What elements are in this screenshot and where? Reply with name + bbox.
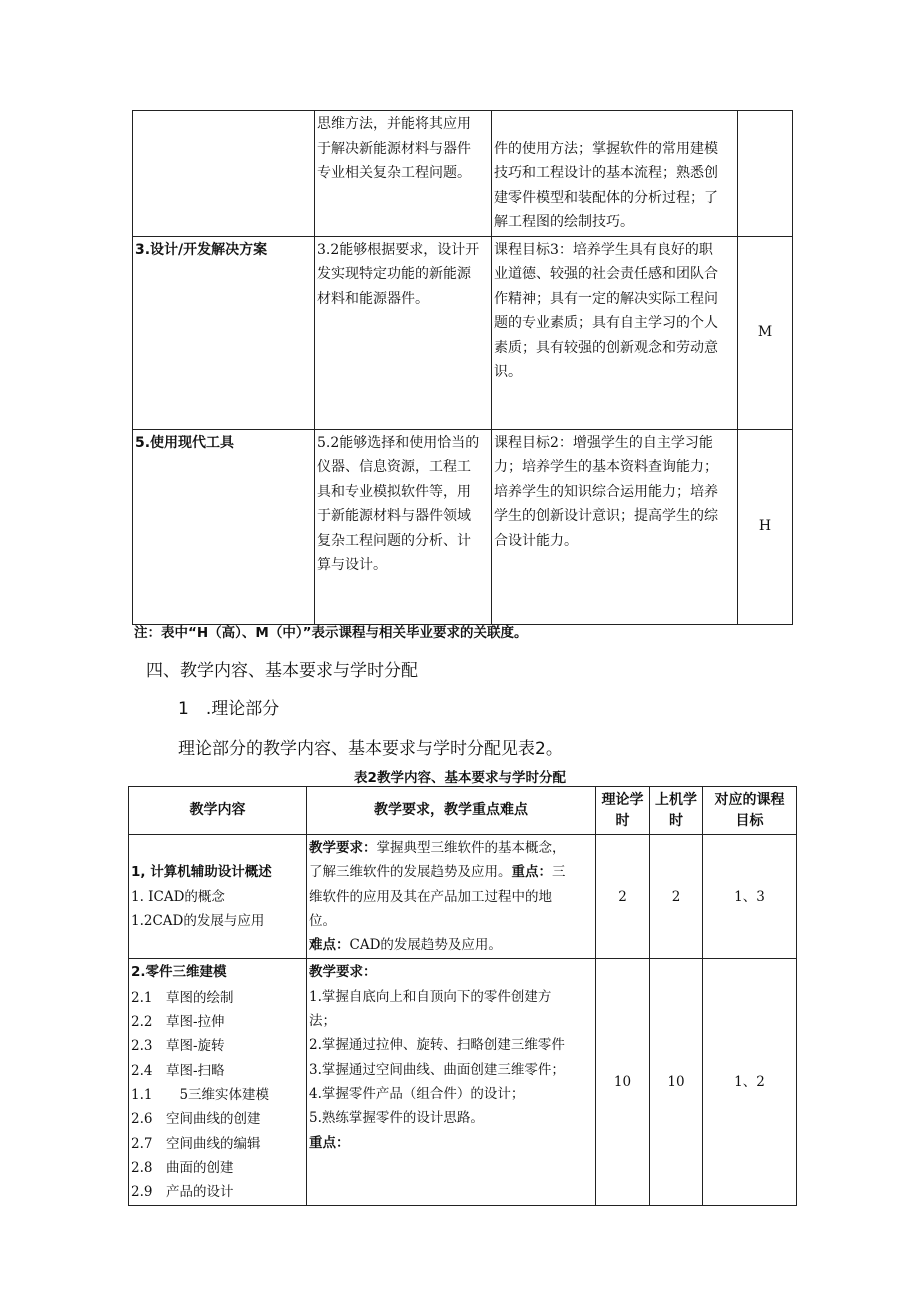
lab-hours-cell: 10 xyxy=(650,959,703,1206)
level-cell: H xyxy=(738,429,793,624)
objectives-cell: 1、3 xyxy=(703,835,797,959)
objective-cell: 课程目标3：培养学生具有良好的职 业道德、较强的社会责任感和团队合 作精神；具有一定的解决实际工程问 题的专业素质；具有自主学习的个人 素质；具有较强的创新观念和劳动意 识。 xyxy=(492,236,738,429)
header-content: 教学内容 xyxy=(129,787,307,835)
theory-hours-cell: 2 xyxy=(596,835,650,959)
table-caption: 表2教学内容、基本要求与学时分配 xyxy=(354,770,566,786)
level-cell: M xyxy=(738,236,793,429)
objectives-cell: 1、2 xyxy=(703,959,797,1206)
requirements-cell: 教学要求： 1.掌握自底向上和自顶向下的零件创建方 法； 2.掌握通过拉伸、旋转、扫略创建三维零件 3.掌握通过空间曲线、曲面创建三维零件； 4.掌握零件产品（组合件）的设计； 5.熟练掌握零件的设计思路。 重点： xyxy=(307,959,596,1206)
table-row xyxy=(129,835,797,959)
level-cell xyxy=(738,111,793,237)
requirement-cell: 5.使用现代工具 xyxy=(133,429,315,624)
body-paragraph: 理论部分的教学内容、基本要求与学时分配见表2。 xyxy=(178,739,563,759)
table-row xyxy=(133,429,793,624)
requirements-cell: 教学要求：掌握典型三维软件的基本概念， 了解三维软件的发展趋势及应用。重点：三 维软件的应用及其在产品加工过程中的地 位。 难点：CAD的发展趋势及应用。 xyxy=(307,835,596,959)
theory-hours-cell: 10 xyxy=(596,959,650,1206)
content-cell: 1, 计算机辅助设计概述 1. ICAD的概念 1.2CAD的发展与应用 xyxy=(129,835,307,959)
table-row xyxy=(129,959,797,1206)
objective-cell: 课程目标2：增强学生的自主学习能 力；培养学生的基本资料查询能力； 培养学生的知识综合运用能力；培养 学生的创新设计意识；提高学生的综 合设计能力。 xyxy=(492,429,738,624)
indicator-cell: 思维方法，并能将其应用 于解决新能源材料与器件 专业相关复杂工程问题。 xyxy=(315,111,492,237)
table-header-row xyxy=(129,787,797,835)
lab-hours-cell: 2 xyxy=(650,835,703,959)
table-row xyxy=(133,236,793,429)
header-objectives: 对应的课程 目标 xyxy=(703,787,797,835)
header-theory-hours: 理论学 时 xyxy=(596,787,650,835)
requirement-cell xyxy=(133,111,315,237)
graduation-requirements-table xyxy=(132,110,793,625)
content-cell: 2.零件三维建模 2.1 草图的绘制 2.2 草图-拉伸 2.3 草图-旋转 2.4 草图-扫略 1.1 5三维实体建模 2.6 空间曲线的创建 2.7 空间曲线的编辑 2.8 曲面的创建 2.9 产品的设计 xyxy=(129,959,307,1206)
requirement-cell: 3.设计/开发解决方案 xyxy=(133,236,315,429)
header-lab-hours: 上机学 时 xyxy=(650,787,703,835)
section-heading: 四、教学内容、基本要求与学时分配 xyxy=(146,661,418,681)
table-row xyxy=(133,111,793,237)
indicator-cell: 3.2能够根据要求，设计开 发实现特定功能的新能源 材料和能源器件。 xyxy=(315,236,492,429)
teaching-content-table xyxy=(128,786,797,1206)
indicator-cell: 5.2能够选择和使用恰当的 仪器、信息资源，工程工 具和专业模拟软件等，用 于新能源材料与器件领域 复杂工程问题的分析、计 算与设计。 xyxy=(315,429,492,624)
subsection-heading: 1 .理论部分 xyxy=(178,699,280,719)
objective-cell: 件的使用方法；掌握软件的常用建模 技巧和工程设计的基本流程；熟悉创 建零件模型和装配体的分析过程；了 解工程图的绘制技巧。 xyxy=(492,111,738,237)
header-requirements: 教学要求，教学重点难点 xyxy=(307,787,596,835)
table-note: 注：表中“H（高）、M（中）”表示课程与相关毕业要求的关联度。 xyxy=(134,625,528,641)
